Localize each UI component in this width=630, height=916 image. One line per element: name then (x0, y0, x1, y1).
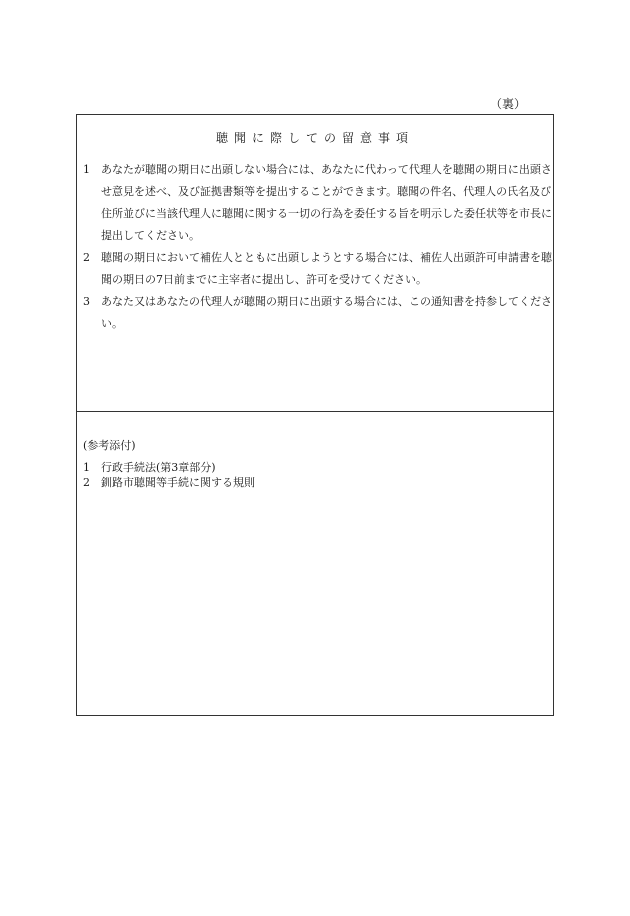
notice-item-number: 2 (83, 251, 90, 264)
reference-title: (参考添付) (83, 439, 136, 452)
reference-list (83, 460, 255, 490)
notice-item-text: あなた又はあなたの代理人が聴聞の期日に出頭する場合には、この通知書を持参してください。 (101, 295, 552, 330)
reference-item-number: 1 (83, 461, 90, 474)
reference-item-text: 釧路市聴聞等手続に関する規則 (101, 476, 255, 489)
notice-list (83, 159, 553, 335)
notice-item-number: 3 (83, 295, 90, 308)
notice-section (77, 115, 553, 412)
reference-item-text: 行政手続法(第3章部分) (101, 461, 216, 474)
notice-item (83, 159, 553, 247)
reference-item (83, 475, 255, 490)
notice-item (83, 291, 553, 335)
notice-frame (76, 114, 554, 716)
reference-item-number: 2 (83, 476, 90, 489)
page-side-label: （裏） (489, 97, 526, 111)
notice-title: 聴聞に際しての留意事項 (215, 131, 414, 145)
notice-item (83, 247, 553, 291)
notice-item-text: 聴聞の期日において補佐人とともに出頭しようとする場合には、補佐人出頭許可申請書を聴聞の期日の7日前までに主宰者に提出し、許可を受けてください。 (101, 251, 552, 286)
notice-item-number: 1 (83, 163, 90, 176)
reference-item (83, 460, 255, 475)
notice-item-text: あなたが聴聞の期日に出頭しない場合には、あなたに代わって代理人を聴聞の期日に出頭させ意見を述べ、及び証拠書類等を提出することができます。聴聞の件名、代理人の氏名及び住所並びに当該代理人に聴聞に関する一切の行為を委任する旨を明示した委任状等を市長に提出してください。 (101, 163, 552, 242)
